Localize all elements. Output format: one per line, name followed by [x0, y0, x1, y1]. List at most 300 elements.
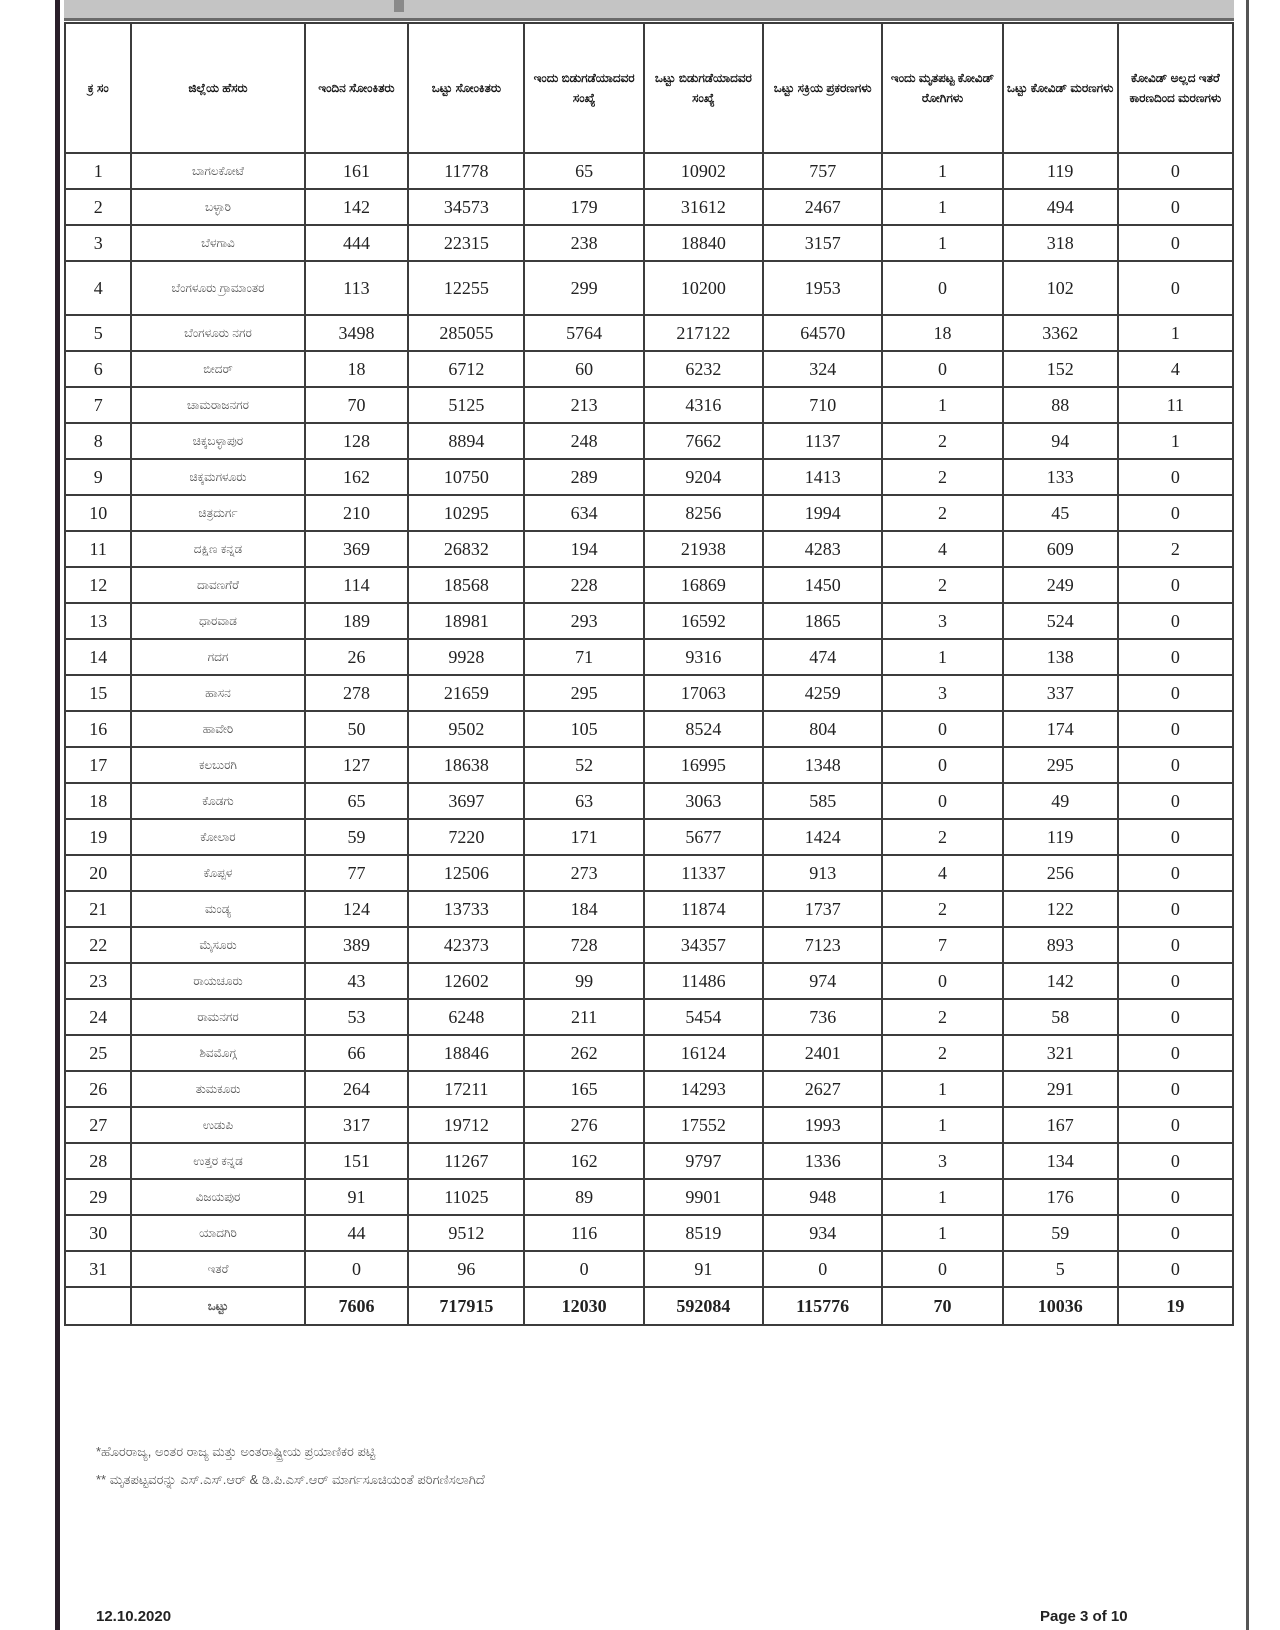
band-marker — [394, 0, 404, 12]
table-cell: 179 — [524, 189, 643, 225]
table-cell: 53 — [305, 999, 409, 1035]
table-cell: 2 — [882, 423, 1002, 459]
district-name: ಉಡುಪಿ — [131, 1107, 304, 1143]
table-body — [65, 153, 1233, 1325]
table-cell: 0 — [1118, 711, 1233, 747]
district-name: ಶಿವಮೊಗ್ಗ — [131, 1035, 304, 1071]
table-cell: 45 — [1003, 495, 1118, 531]
table-cell: 13733 — [408, 891, 524, 927]
table-cell: 0 — [1118, 675, 1233, 711]
row-number: 5 — [65, 315, 131, 351]
table-cell: 2 — [882, 459, 1002, 495]
table-row — [65, 1035, 1233, 1071]
table-cell: 60 — [524, 351, 643, 387]
table-cell: 1994 — [763, 495, 882, 531]
table-cell: 285055 — [408, 315, 524, 351]
table-cell: 1137 — [763, 423, 882, 459]
table-cell: 91 — [644, 1251, 763, 1287]
table-cell: 585 — [763, 783, 882, 819]
table-cell: 127 — [305, 747, 409, 783]
table-cell: 609 — [1003, 531, 1118, 567]
column-header: ಇಂದಿನ ಸೋಂಕಿತರು — [305, 23, 409, 153]
table-cell: 119 — [1003, 153, 1118, 189]
table-cell: 0 — [305, 1251, 409, 1287]
row-number: 29 — [65, 1179, 131, 1215]
table-cell: 804 — [763, 711, 882, 747]
table-cell: 96 — [408, 1251, 524, 1287]
table-row — [65, 351, 1233, 387]
table-cell: 1953 — [763, 261, 882, 315]
table-cell: 9512 — [408, 1215, 524, 1251]
table-cell: 113 — [305, 261, 409, 315]
table-cell: 2401 — [763, 1035, 882, 1071]
table-cell: 0 — [1118, 1251, 1233, 1287]
table-cell: 4259 — [763, 675, 882, 711]
table-cell: 1993 — [763, 1107, 882, 1143]
table-cell: 59 — [1003, 1215, 1118, 1251]
table-cell: 18846 — [408, 1035, 524, 1071]
total-cell — [65, 1287, 131, 1325]
table-cell: 31612 — [644, 189, 763, 225]
table-cell: 99 — [524, 963, 643, 999]
table-row — [65, 153, 1233, 189]
table-row — [65, 783, 1233, 819]
column-header: ಕೋವಿಡ್ ಅಲ್ಲದ ಇತರೆ ಕಾರಣದಿಂದ ಮರಣಗಳು — [1118, 23, 1233, 153]
table-row — [65, 747, 1233, 783]
table-cell: 0 — [1118, 1035, 1233, 1071]
table-cell: 22315 — [408, 225, 524, 261]
table-cell: 162 — [524, 1143, 643, 1179]
table-row — [65, 531, 1233, 567]
table-row — [65, 855, 1233, 891]
table-cell: 1 — [882, 1107, 1002, 1143]
table-cell: 293 — [524, 603, 643, 639]
table-cell: 88 — [1003, 387, 1118, 423]
table-cell: 3 — [882, 603, 1002, 639]
column-header: ಜಿಲ್ಲೆಯ ಹೆಸರು — [131, 23, 304, 153]
table-cell: 217122 — [644, 315, 763, 351]
table-cell: 6248 — [408, 999, 524, 1035]
table-row — [65, 1179, 1233, 1215]
table-cell: 128 — [305, 423, 409, 459]
table-cell: 102 — [1003, 261, 1118, 315]
table-cell: 948 — [763, 1179, 882, 1215]
table-cell: 10902 — [644, 153, 763, 189]
district-name: ಧಾರವಾಡ — [131, 603, 304, 639]
table-cell: 1 — [882, 387, 1002, 423]
table-cell: 4 — [1118, 351, 1233, 387]
table-cell: 256 — [1003, 855, 1118, 891]
table-cell: 11778 — [408, 153, 524, 189]
table-cell: 1424 — [763, 819, 882, 855]
table-cell: 21938 — [644, 531, 763, 567]
district-name: ಬಾಗಲಕೋಟೆ — [131, 153, 304, 189]
table-cell: 184 — [524, 891, 643, 927]
table-cell: 11 — [1118, 387, 1233, 423]
table-cell: 16869 — [644, 567, 763, 603]
row-number: 24 — [65, 999, 131, 1035]
table-cell: 728 — [524, 927, 643, 963]
table-cell: 0 — [763, 1251, 882, 1287]
column-header: ಕ್ರ ಸಂ — [65, 23, 131, 153]
column-header: ಒಟ್ಟು ಸೋಂಕಿತರು — [408, 23, 524, 153]
table-cell: 0 — [1118, 855, 1233, 891]
table-row — [65, 261, 1233, 315]
district-name: ಹಾಸನ — [131, 675, 304, 711]
table-cell: 66 — [305, 1035, 409, 1071]
table-cell: 189 — [305, 603, 409, 639]
table-cell: 63 — [524, 783, 643, 819]
table-cell: 142 — [305, 189, 409, 225]
table-row — [65, 1143, 1233, 1179]
table-cell: 0 — [1118, 567, 1233, 603]
table-cell: 0 — [1118, 963, 1233, 999]
row-number: 14 — [65, 639, 131, 675]
table-cell: 52 — [524, 747, 643, 783]
table-cell: 18981 — [408, 603, 524, 639]
row-number: 23 — [65, 963, 131, 999]
table-cell: 43 — [305, 963, 409, 999]
total-cell: 12030 — [524, 1287, 643, 1325]
table-cell: 151 — [305, 1143, 409, 1179]
district-name: ಮಂಡ್ಯ — [131, 891, 304, 927]
district-name: ಬೆಳಗಾವಿ — [131, 225, 304, 261]
table-cell: 0 — [1118, 891, 1233, 927]
table-cell: 77 — [305, 855, 409, 891]
table-row — [65, 927, 1233, 963]
table-cell: 42373 — [408, 927, 524, 963]
table-cell: 913 — [763, 855, 882, 891]
table-cell: 1737 — [763, 891, 882, 927]
table-cell: 278 — [305, 675, 409, 711]
row-number: 31 — [65, 1251, 131, 1287]
table-cell: 65 — [305, 783, 409, 819]
total-cell: 717915 — [408, 1287, 524, 1325]
table-row — [65, 567, 1233, 603]
row-number: 18 — [65, 783, 131, 819]
table-cell: 58 — [1003, 999, 1118, 1035]
row-number: 11 — [65, 531, 131, 567]
table-cell: 934 — [763, 1215, 882, 1251]
district-name: ಚಿಕ್ಕಮಗಳೂರು — [131, 459, 304, 495]
table-row — [65, 225, 1233, 261]
table-row — [65, 819, 1233, 855]
table-cell: 3362 — [1003, 315, 1118, 351]
table-cell: 11486 — [644, 963, 763, 999]
table-cell: 262 — [524, 1035, 643, 1071]
district-name: ಕೋಲಾರ — [131, 819, 304, 855]
total-cell: 10036 — [1003, 1287, 1118, 1325]
district-name: ದಕ್ಷಿಣ ಕನ್ನಡ — [131, 531, 304, 567]
table-cell: 1348 — [763, 747, 882, 783]
district-covid-table — [64, 22, 1234, 1326]
table-cell: 0 — [1118, 819, 1233, 855]
table-row — [65, 1071, 1233, 1107]
table-cell: 1413 — [763, 459, 882, 495]
table-cell: 1 — [882, 225, 1002, 261]
table-cell: 1865 — [763, 603, 882, 639]
table-cell: 94 — [1003, 423, 1118, 459]
table-cell: 10750 — [408, 459, 524, 495]
table-cell: 133 — [1003, 459, 1118, 495]
total-cell: 7606 — [305, 1287, 409, 1325]
district-name: ಗದಗ — [131, 639, 304, 675]
table-cell: 0 — [1118, 189, 1233, 225]
total-row — [65, 1287, 1233, 1325]
table-cell: 249 — [1003, 567, 1118, 603]
table-cell: 1 — [882, 1215, 1002, 1251]
row-number: 8 — [65, 423, 131, 459]
table-cell: 16124 — [644, 1035, 763, 1071]
table-row — [65, 891, 1233, 927]
table-cell: 0 — [882, 1251, 1002, 1287]
table-row — [65, 1251, 1233, 1287]
table-cell: 0 — [882, 783, 1002, 819]
table-cell: 2 — [882, 891, 1002, 927]
table-cell: 0 — [1118, 783, 1233, 819]
table-cell: 3 — [882, 1143, 1002, 1179]
table-cell: 162 — [305, 459, 409, 495]
district-name: ಕೊಪ್ಪಳ — [131, 855, 304, 891]
column-header: ಒಟ್ಟು ಸಕ್ರಿಯ ಪ್ರಕರಣಗಳು — [763, 23, 882, 153]
row-number: 28 — [65, 1143, 131, 1179]
table-cell: 7662 — [644, 423, 763, 459]
row-number: 9 — [65, 459, 131, 495]
table-cell: 0 — [882, 747, 1002, 783]
table-cell: 0 — [1118, 1179, 1233, 1215]
page-left-border — [55, 0, 60, 1630]
table-cell: 7 — [882, 927, 1002, 963]
table-cell: 1 — [882, 189, 1002, 225]
table-cell: 6712 — [408, 351, 524, 387]
district-name: ಇತರೆ — [131, 1251, 304, 1287]
table-title-band — [64, 0, 1234, 21]
table-cell: 291 — [1003, 1071, 1118, 1107]
footer-date: 12.10.2020 — [96, 1608, 172, 1625]
column-header: ಒಟ್ಟು ಕೋವಿಡ್ ಮರಣಗಳು — [1003, 23, 1118, 153]
column-header: ಇಂದು ಮೃತಪಟ್ಟ ಕೋವಿಡ್ ರೋಗಿಗಳು — [882, 23, 1002, 153]
table-cell: 248 — [524, 423, 643, 459]
table-cell: 299 — [524, 261, 643, 315]
table-row — [65, 495, 1233, 531]
table-cell: 176 — [1003, 1179, 1118, 1215]
table-cell: 1 — [1118, 315, 1233, 351]
table-cell: 2627 — [763, 1071, 882, 1107]
table-cell: 3498 — [305, 315, 409, 351]
table-cell: 0 — [882, 963, 1002, 999]
table-cell: 152 — [1003, 351, 1118, 387]
table-cell: 50 — [305, 711, 409, 747]
district-name: ಕಲಬುರಗಿ — [131, 747, 304, 783]
table-cell: 18 — [882, 315, 1002, 351]
table-cell: 1 — [882, 153, 1002, 189]
row-number: 12 — [65, 567, 131, 603]
table-cell: 9316 — [644, 639, 763, 675]
table-cell: 12255 — [408, 261, 524, 315]
table-cell: 0 — [1118, 459, 1233, 495]
table-cell: 12602 — [408, 963, 524, 999]
row-number: 6 — [65, 351, 131, 387]
table-cell: 161 — [305, 153, 409, 189]
total-cell: 19 — [1118, 1287, 1233, 1325]
table-cell: 64570 — [763, 315, 882, 351]
table-row — [65, 639, 1233, 675]
district-name: ರಾಮನಗರ — [131, 999, 304, 1035]
footnotes — [96, 1438, 485, 1494]
row-number: 20 — [65, 855, 131, 891]
table-cell: 114 — [305, 567, 409, 603]
table-cell: 18568 — [408, 567, 524, 603]
table-cell: 0 — [1118, 603, 1233, 639]
footer-page-number: Page 3 of 10 — [1040, 1608, 1128, 1625]
table-cell: 273 — [524, 855, 643, 891]
table-cell: 276 — [524, 1107, 643, 1143]
table-cell: 369 — [305, 531, 409, 567]
table-cell: 2 — [882, 567, 1002, 603]
total-label: ಒಟ್ಟು — [131, 1287, 304, 1325]
table-cell: 213 — [524, 387, 643, 423]
table-cell: 49 — [1003, 783, 1118, 819]
row-number: 3 — [65, 225, 131, 261]
table-cell: 9204 — [644, 459, 763, 495]
district-name: ಹಾವೇರಿ — [131, 711, 304, 747]
table-cell: 0 — [1118, 1071, 1233, 1107]
table-row — [65, 675, 1233, 711]
table-cell: 1 — [882, 1071, 1002, 1107]
table-cell: 65 — [524, 153, 643, 189]
district-name: ಚಿತ್ರದುರ್ಗ — [131, 495, 304, 531]
row-number: 2 — [65, 189, 131, 225]
table-cell: 17552 — [644, 1107, 763, 1143]
total-cell: 115776 — [763, 1287, 882, 1325]
table-cell: 10200 — [644, 261, 763, 315]
table-cell: 8894 — [408, 423, 524, 459]
table-cell: 0 — [1118, 261, 1233, 315]
row-number: 7 — [65, 387, 131, 423]
row-number: 10 — [65, 495, 131, 531]
table-cell: 5125 — [408, 387, 524, 423]
table-cell: 5 — [1003, 1251, 1118, 1287]
table-row — [65, 315, 1233, 351]
table-cell: 0 — [1118, 1215, 1233, 1251]
table-cell: 12506 — [408, 855, 524, 891]
district-name: ಬೆಂಗಳೂರು ನಗರ — [131, 315, 304, 351]
table-cell: 119 — [1003, 819, 1118, 855]
table-cell: 9928 — [408, 639, 524, 675]
table-cell: 17211 — [408, 1071, 524, 1107]
table-cell: 8524 — [644, 711, 763, 747]
table-cell: 2 — [882, 495, 1002, 531]
district-name: ತುಮಕೂರು — [131, 1071, 304, 1107]
table-cell: 321 — [1003, 1035, 1118, 1071]
table-cell: 122 — [1003, 891, 1118, 927]
table-cell: 5677 — [644, 819, 763, 855]
table-row — [65, 1215, 1233, 1251]
table-cell: 21659 — [408, 675, 524, 711]
row-number: 21 — [65, 891, 131, 927]
table-cell: 3 — [882, 675, 1002, 711]
table-row — [65, 603, 1233, 639]
table-cell: 264 — [305, 1071, 409, 1107]
table-cell: 8519 — [644, 1215, 763, 1251]
table-cell: 89 — [524, 1179, 643, 1215]
table-cell: 318 — [1003, 225, 1118, 261]
table-cell: 70 — [305, 387, 409, 423]
page-right-border — [1246, 0, 1249, 1630]
table-cell: 337 — [1003, 675, 1118, 711]
district-name: ಬೀದರ್ — [131, 351, 304, 387]
table-cell: 26 — [305, 639, 409, 675]
table-cell: 171 — [524, 819, 643, 855]
row-number: 26 — [65, 1071, 131, 1107]
row-number: 19 — [65, 819, 131, 855]
table-row — [65, 963, 1233, 999]
table-cell: 91 — [305, 1179, 409, 1215]
row-number: 1 — [65, 153, 131, 189]
table-cell: 16592 — [644, 603, 763, 639]
table-cell: 6232 — [644, 351, 763, 387]
table-cell: 138 — [1003, 639, 1118, 675]
table-cell: 0 — [1118, 153, 1233, 189]
district-name: ಯಾದಗಿರಿ — [131, 1215, 304, 1251]
row-number: 22 — [65, 927, 131, 963]
table-cell: 1 — [882, 1179, 1002, 1215]
footnote-1: *ಹೊರರಾಜ್ಯ, ಅಂತರ ರಾಜ್ಯ ಮತ್ತು ಅಂತರಾಷ್ಟ್ರೀಯ ಪ್ರಯಾಣಿಕರ ಪಟ್ಟಿ — [96, 1444, 376, 1459]
table-cell: 295 — [1003, 747, 1118, 783]
row-number: 17 — [65, 747, 131, 783]
table-cell: 524 — [1003, 603, 1118, 639]
table-cell: 3157 — [763, 225, 882, 261]
table-cell: 124 — [305, 891, 409, 927]
table-cell: 974 — [763, 963, 882, 999]
table-cell: 710 — [763, 387, 882, 423]
table-cell: 19712 — [408, 1107, 524, 1143]
district-name: ಉತ್ತರ ಕನ್ನಡ — [131, 1143, 304, 1179]
table-cell: 26832 — [408, 531, 524, 567]
table-cell: 0 — [1118, 225, 1233, 261]
table-cell: 4 — [882, 531, 1002, 567]
table-cell: 1 — [1118, 423, 1233, 459]
table-cell: 0 — [882, 351, 1002, 387]
table-cell: 9797 — [644, 1143, 763, 1179]
table-cell: 11337 — [644, 855, 763, 891]
table-cell: 295 — [524, 675, 643, 711]
row-number: 4 — [65, 261, 131, 315]
table-row — [65, 189, 1233, 225]
table-cell: 2 — [1118, 531, 1233, 567]
table-cell: 4 — [882, 855, 1002, 891]
footnote-2: ** ಮೃತಪಟ್ಟವರನ್ನು ಎಸ್.ಎಸ್.ಆರ್ & ಡಿ.ಪಿ.ಎಸ್.ಆರ್ ಮಾರ್ಗಸೂಚಿಯಂತೆ ಪರಿಗಣಿಸಲಾಗಿದೆ — [96, 1472, 485, 1487]
table-cell: 11025 — [408, 1179, 524, 1215]
table-cell: 10295 — [408, 495, 524, 531]
table-row — [65, 711, 1233, 747]
table-cell: 389 — [305, 927, 409, 963]
table-cell: 18 — [305, 351, 409, 387]
district-name: ದಾವಣಗೆರೆ — [131, 567, 304, 603]
table-cell: 5764 — [524, 315, 643, 351]
table-cell: 893 — [1003, 927, 1118, 963]
table-cell: 44 — [305, 1215, 409, 1251]
table-cell: 9901 — [644, 1179, 763, 1215]
table-cell: 17063 — [644, 675, 763, 711]
total-cell: 70 — [882, 1287, 1002, 1325]
row-number: 25 — [65, 1035, 131, 1071]
table-cell: 14293 — [644, 1071, 763, 1107]
district-name: ಕೊಡಗು — [131, 783, 304, 819]
table-cell: 228 — [524, 567, 643, 603]
table-cell: 1336 — [763, 1143, 882, 1179]
table-cell: 317 — [305, 1107, 409, 1143]
